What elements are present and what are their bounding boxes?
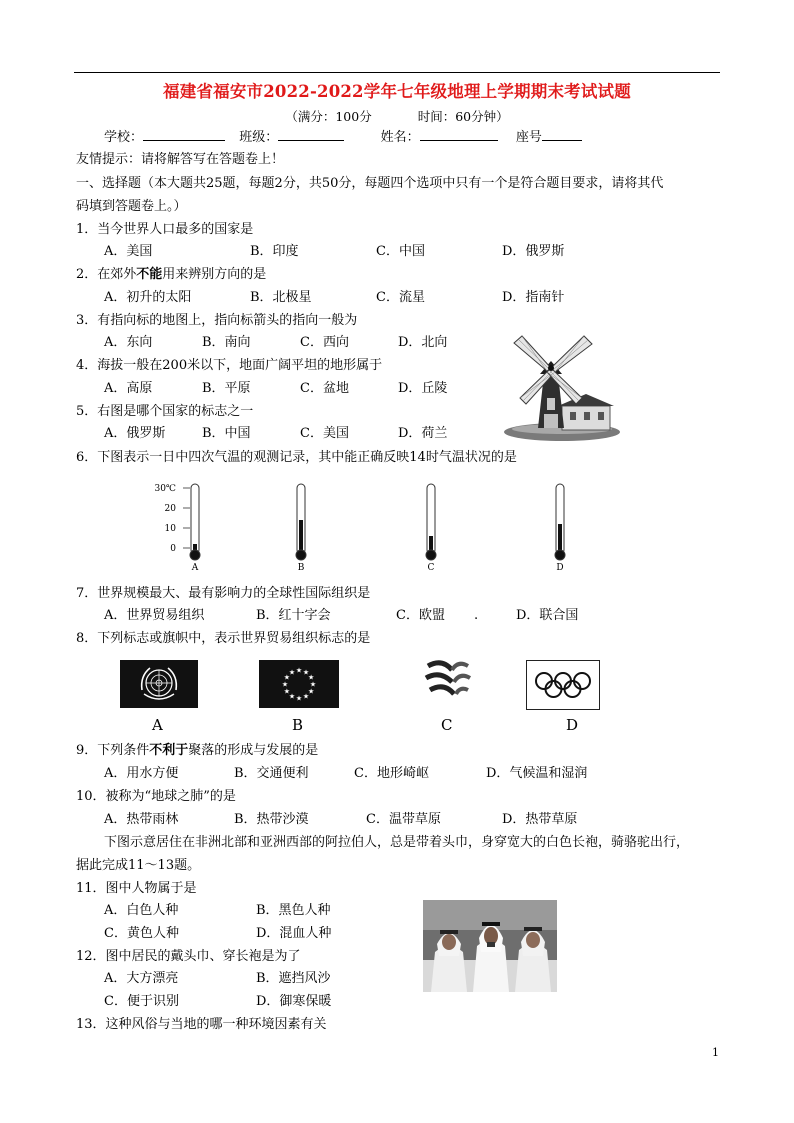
seat-label: 座号: [515, 130, 542, 145]
q5-option-d: D．荷兰: [398, 426, 448, 441]
student-info-row: [104, 128, 582, 147]
school-blank[interactable]: [143, 128, 225, 141]
q4-option-c: C．盆地: [300, 381, 349, 396]
thermo-scale-label: 20: [164, 504, 176, 514]
q7-option-a: A．世界贸易组织: [104, 608, 205, 623]
q9-option-d: D．气候温和湿润: [486, 766, 588, 781]
question-8: 8．下列标志或旗帜中，表示世界贸易组织标志的是: [76, 631, 371, 646]
q8-label-b: B: [292, 716, 304, 734]
thermometer-label: B: [297, 563, 305, 573]
arab-people-photo: [423, 900, 557, 992]
q7-stray-dot: .: [474, 608, 479, 623]
q4-option-b: B．平原: [202, 381, 251, 396]
class-label: 班级：: [239, 130, 279, 145]
q9-option-b: B．交通便利: [234, 766, 309, 781]
thermometer-tube: [191, 484, 199, 554]
name-label: 姓名：: [380, 130, 420, 145]
question-1: 1．当今世界人口最多的国家是: [76, 222, 254, 237]
q10-option-d: D．热带草原: [502, 812, 578, 827]
q5-option-c: C．美国: [300, 426, 349, 441]
q8-label-d: D: [566, 716, 579, 734]
exam-title: 福建省福安市2022-2022学年七年级地理上学期期末考试试题: [163, 82, 631, 101]
q5-option-a: A．俄罗斯: [104, 426, 166, 441]
q4-option-d: D．丘陵: [398, 381, 448, 396]
q1-option-a: A．美国: [104, 244, 153, 259]
q7-option-b: B．红十字会: [256, 608, 331, 623]
q11-option-b: B．黑色人种: [256, 903, 331, 918]
thermo-scale-label: 0: [170, 544, 176, 554]
q3-option-a: A．东向: [104, 335, 153, 350]
friendly-tip: 友情提示：请将解答写在答题卷上！: [76, 152, 285, 167]
q8-label-c: C: [441, 716, 453, 734]
un-flag-image: [120, 660, 198, 708]
time-limit: 时间：60分钟）: [417, 109, 509, 124]
thermo-scale-label: 30℃: [154, 484, 176, 494]
section-intro-1: 一、选择题（本大题共25题，每题2分，共50分，每题四个选项中只有一个是符合题目要求，请将其代: [76, 176, 664, 191]
thermometer-label: A: [191, 563, 199, 573]
eu-star-icon: ★: [288, 692, 296, 701]
q7-option-c: C．欧盟: [396, 608, 445, 623]
thermometer-mercury: [299, 520, 303, 552]
q9-text-emphasis: 不利于: [149, 743, 189, 758]
q3-option-b: B．南向: [202, 335, 251, 350]
q2-option-d: D．指南针: [502, 290, 565, 305]
eu-star-icon: ★: [307, 673, 315, 682]
header-rule: [74, 72, 720, 73]
eu-star-icon: ★: [295, 694, 303, 703]
eu-flag-image: [259, 660, 339, 708]
section-intro-2: 码填到答题卷上。）: [76, 199, 187, 214]
q12-option-c: C．便于识别: [104, 994, 179, 1009]
q11-option-c: C．黄色人种: [104, 926, 179, 941]
question-10: 10．被称为“地球之肺”的是: [76, 789, 236, 804]
thermo-scale-label: 10: [164, 524, 176, 534]
q11-option-a: A．白色人种: [104, 903, 179, 918]
eu-star-icon: ★: [302, 692, 310, 701]
q10-option-a: A．热带雨林: [104, 812, 179, 827]
eu-star-icon: ★: [283, 687, 291, 696]
q3-option-d: D．北向: [398, 335, 448, 350]
q9-text-pre: 9．下列条件: [76, 743, 150, 758]
class-blank[interactable]: [278, 128, 344, 141]
q9-option-c: C．地形崎岖: [354, 766, 429, 781]
full-score: （满分：100分: [285, 109, 372, 124]
q1-option-c: C．中国: [376, 244, 425, 259]
q10-option-c: C．温带草原: [366, 812, 441, 827]
question-2: [76, 266, 266, 284]
question-5: 5．右图是哪个国家的标志之一: [76, 404, 254, 419]
eu-star-icon: ★: [283, 673, 291, 682]
q9-option-a: A．用水方便: [104, 766, 179, 781]
q2-option-b: B．北极星: [250, 290, 312, 305]
q1-option-d: D．俄罗斯: [502, 244, 565, 259]
q8-label-a: A: [152, 716, 163, 734]
question-13: 13．这种风俗与当地的哪一种环境因素有关: [76, 1017, 327, 1032]
page-number: 1: [712, 1046, 719, 1059]
q4-option-a: A．高原: [104, 381, 153, 396]
seat-blank[interactable]: [542, 128, 582, 141]
thermometer-label: C: [427, 563, 435, 573]
question-12: 12．图中居民的戴头巾、穿长袍是为了: [76, 949, 301, 964]
q1-option-b: B．印度: [250, 244, 299, 259]
passage-line-1: 下图示意居住在非洲北部和亚洲西部的阿拉伯人，总是带着头巾，身穿宽大的白色长袍，骑骆驼出行，: [104, 835, 690, 850]
question-4: 4．海拔一般在200米以下，地面广阔平坦的地形属于: [76, 358, 383, 373]
exam-subtitle: [0, 108, 794, 126]
q12-option-a: A．大方漂亮: [104, 971, 179, 986]
eu-star-icon: ★: [307, 687, 315, 696]
question-6: 6．下图表示一日中四次气温的观测记录，其中能正确反映14时气温状况的是: [76, 450, 517, 465]
eu-star-icon: ★: [309, 680, 317, 689]
thermometer-mercury: [558, 524, 562, 552]
school-label: 学校：: [104, 130, 144, 145]
q11-option-d: D．混血人种: [256, 926, 332, 941]
question-9: [76, 742, 318, 760]
q2-option-c: C．流星: [376, 290, 425, 305]
q9-text-post: 聚落的形成与发展的是: [188, 743, 319, 758]
passage-line-2: 据此完成11～13题。: [76, 858, 201, 873]
q2-option-a: A．初升的太阳: [104, 290, 192, 305]
thermometer-chart: [140, 478, 580, 574]
thermometer-bulb: [296, 550, 306, 560]
q5-option-b: B．中国: [202, 426, 251, 441]
q10-option-b: B．热带沙漠: [234, 812, 309, 827]
wto-logo-image: [418, 656, 478, 706]
thermometer-bulb: [190, 550, 200, 560]
question-3: 3．有指向标的地图上，指向标箭头的指向一般为: [76, 313, 358, 328]
windmill-image: [500, 328, 620, 444]
eu-star-icon: ★: [288, 668, 296, 677]
q3-option-c: C．西向: [300, 335, 349, 350]
q2-text-post: 用来辨别方向的是: [162, 267, 267, 282]
thermometer-label: D: [556, 563, 564, 573]
eu-star-icon: ★: [281, 680, 289, 689]
question-11: 11．图中人物属于是: [76, 881, 197, 896]
eu-star-icon: ★: [295, 666, 303, 675]
q12-option-d: D．御寒保暖: [256, 994, 332, 1009]
q2-text-pre: 2．在郊外: [76, 267, 137, 282]
olympic-flag-image: [526, 660, 600, 710]
q12-option-b: B．遮挡风沙: [256, 971, 331, 986]
eu-star-icon: ★: [302, 668, 310, 677]
q2-text-emphasis: 不能: [136, 267, 163, 282]
question-7: 7．世界规模最大、最有影响力的全球性国际组织是: [76, 586, 371, 601]
thermometer-bulb: [426, 550, 436, 560]
name-blank[interactable]: [420, 128, 498, 141]
q7-option-d: D．联合国: [516, 608, 579, 623]
thermometer-bulb: [555, 550, 565, 560]
